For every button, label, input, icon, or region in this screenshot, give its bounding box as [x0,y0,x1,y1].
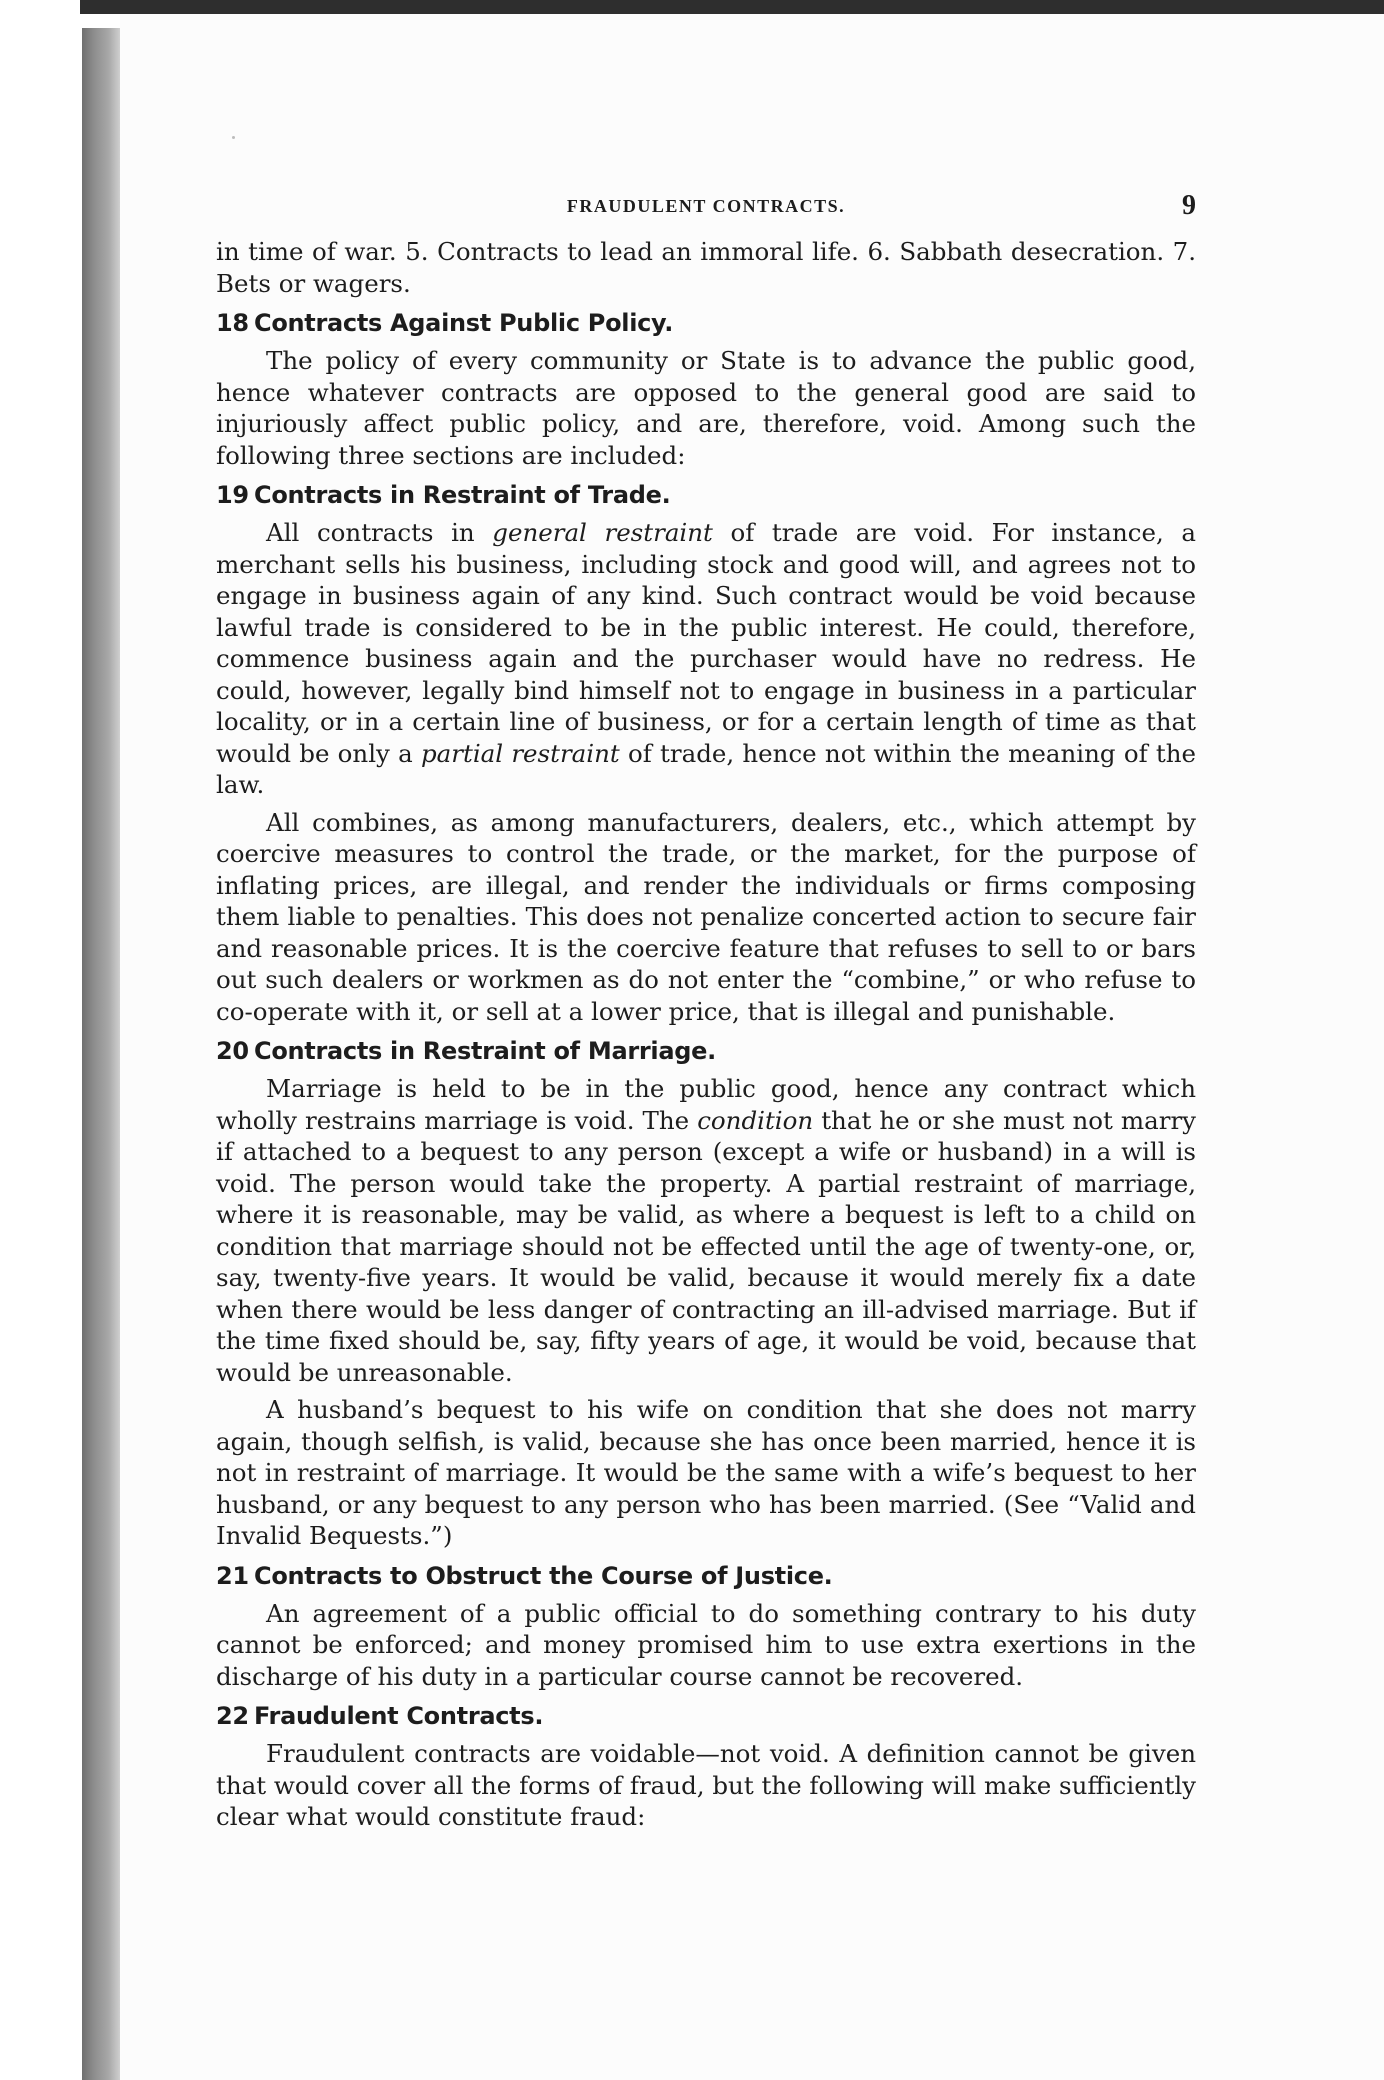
emphasis-general-restraint: general restraint [492,518,713,547]
section-number: 20 [216,1037,249,1065]
page-number: 9 [1182,190,1196,221]
page-content [216,190,1196,1833]
section-22-heading [216,1700,1196,1732]
section-20-paragraph-1: Marriage is held to be in the public good, hence any contract which wholly restrains marriage is void. The condition that he or she must not marry if attached to a bequest to any person (except a wife or husband) in a will is void. The person would take the property. A partial restraint of marriage, where it is reasonable, may be valid, as where a bequest is left to a child on condition that marriage should not be effected until the age of twenty-one, or, say, twenty-five years. It would be valid, because it would merely fix a date when there would be less danger of contracting an ill-advised marriage. But if the time fixed should be, say, fifty years of age, it would be void, because that would be unreasonable. [216,1074,1196,1387]
section-number: 22 [216,1702,249,1730]
section-number: 19 [216,481,249,509]
section-18-heading [216,307,1196,339]
running-header [216,190,1196,230]
section-title: Contracts to Obstruct the Course of Justice. [254,1561,833,1590]
section-20-heading [216,1035,1196,1067]
intro-paragraph: in time of war. 5. Contracts to lead an immoral life. 6. Sabbath desecration. 7. Bets or wagers. [216,237,1196,298]
section-number: 21 [216,1561,249,1590]
section-19-paragraph-2: All combines, as among manufacturers, dealers, etc., which attempt by coercive measures to control the trade, or the market, for the purpose of inflating prices, are illegal, and render the individuals or firms composing them liable to penalties. This does not penalize concerted action to secure fair and reasonable prices. It is the coercive feature that refuses to sell to or bars out such dealers or workmen as do not enter the “combine,” or who refuse to co-operate with it, or sell at a lower price, that is illegal and punishable. [216,807,1196,1026]
paper-speck [232,136,235,139]
scan-top-border [0,0,1384,14]
section-title: Contracts in Restraint of Trade. [254,481,671,509]
section-20-paragraph-2: A husband’s bequest to his wife on condition that she does not marry again, though selfish, is valid, because she has once been married, hence it is not in restraint of marriage. It would be the same with a wife’s bequest to her husband, or any bequest to any person who has been married. (See “Valid and Invalid Bequests.”) [216,1395,1196,1550]
section-title: Contracts Against Public Policy. [254,309,674,337]
section-number: 18 [216,309,249,337]
section-19-heading [216,479,1196,511]
scan-left-margin [0,0,80,2080]
section-18-paragraph: The policy of every community or State is to advance the public good, hence whatever contracts are opposed to the general good are said to injuriously affect public policy, and are, therefore, void. Among such the following three sections are included: [216,346,1196,470]
section-21-heading [216,1560,1196,1592]
emphasis-partial-restraint: partial restraint [420,738,620,768]
running-title: FRAUDULENT CONTRACTS. [566,196,846,216]
section-21-paragraph: An agreement of a public official to do something contrary to his duty cannot be enforced; and money promised him to use extra exertions in the discharge of his duty in a particular course cannot be recovered. [216,1598,1196,1691]
section-22-paragraph: Fraudulent contracts are voidable—not void. A definition cannot be given that would cover all the forms of fraud, but the following will make sufficiently clear what would constitute fraud: [216,1739,1196,1831]
emphasis-condition: condition [697,1105,814,1135]
section-19-paragraph-1: All contracts in general restraint of trade are void. For instance, a merchant sells his business, including stock and good will, and agrees not to engage in business again of any kind. Such contract would be void because lawful trade is considered to be in the public interest. He could, therefore, commence business again and the purchaser would have no redress. He could, however, legally bind himself not to engage in business in a particular locality, or in a certain line of business, or for a certain length of time as that would be only a partial restraint of trade, hence not within the meaning of the law. [216,518,1196,799]
book-spine-shadow [82,28,120,2080]
section-title: Fraudulent Contracts. [254,1702,544,1730]
section-title: Contracts in Restraint of Marriage. [254,1037,716,1065]
